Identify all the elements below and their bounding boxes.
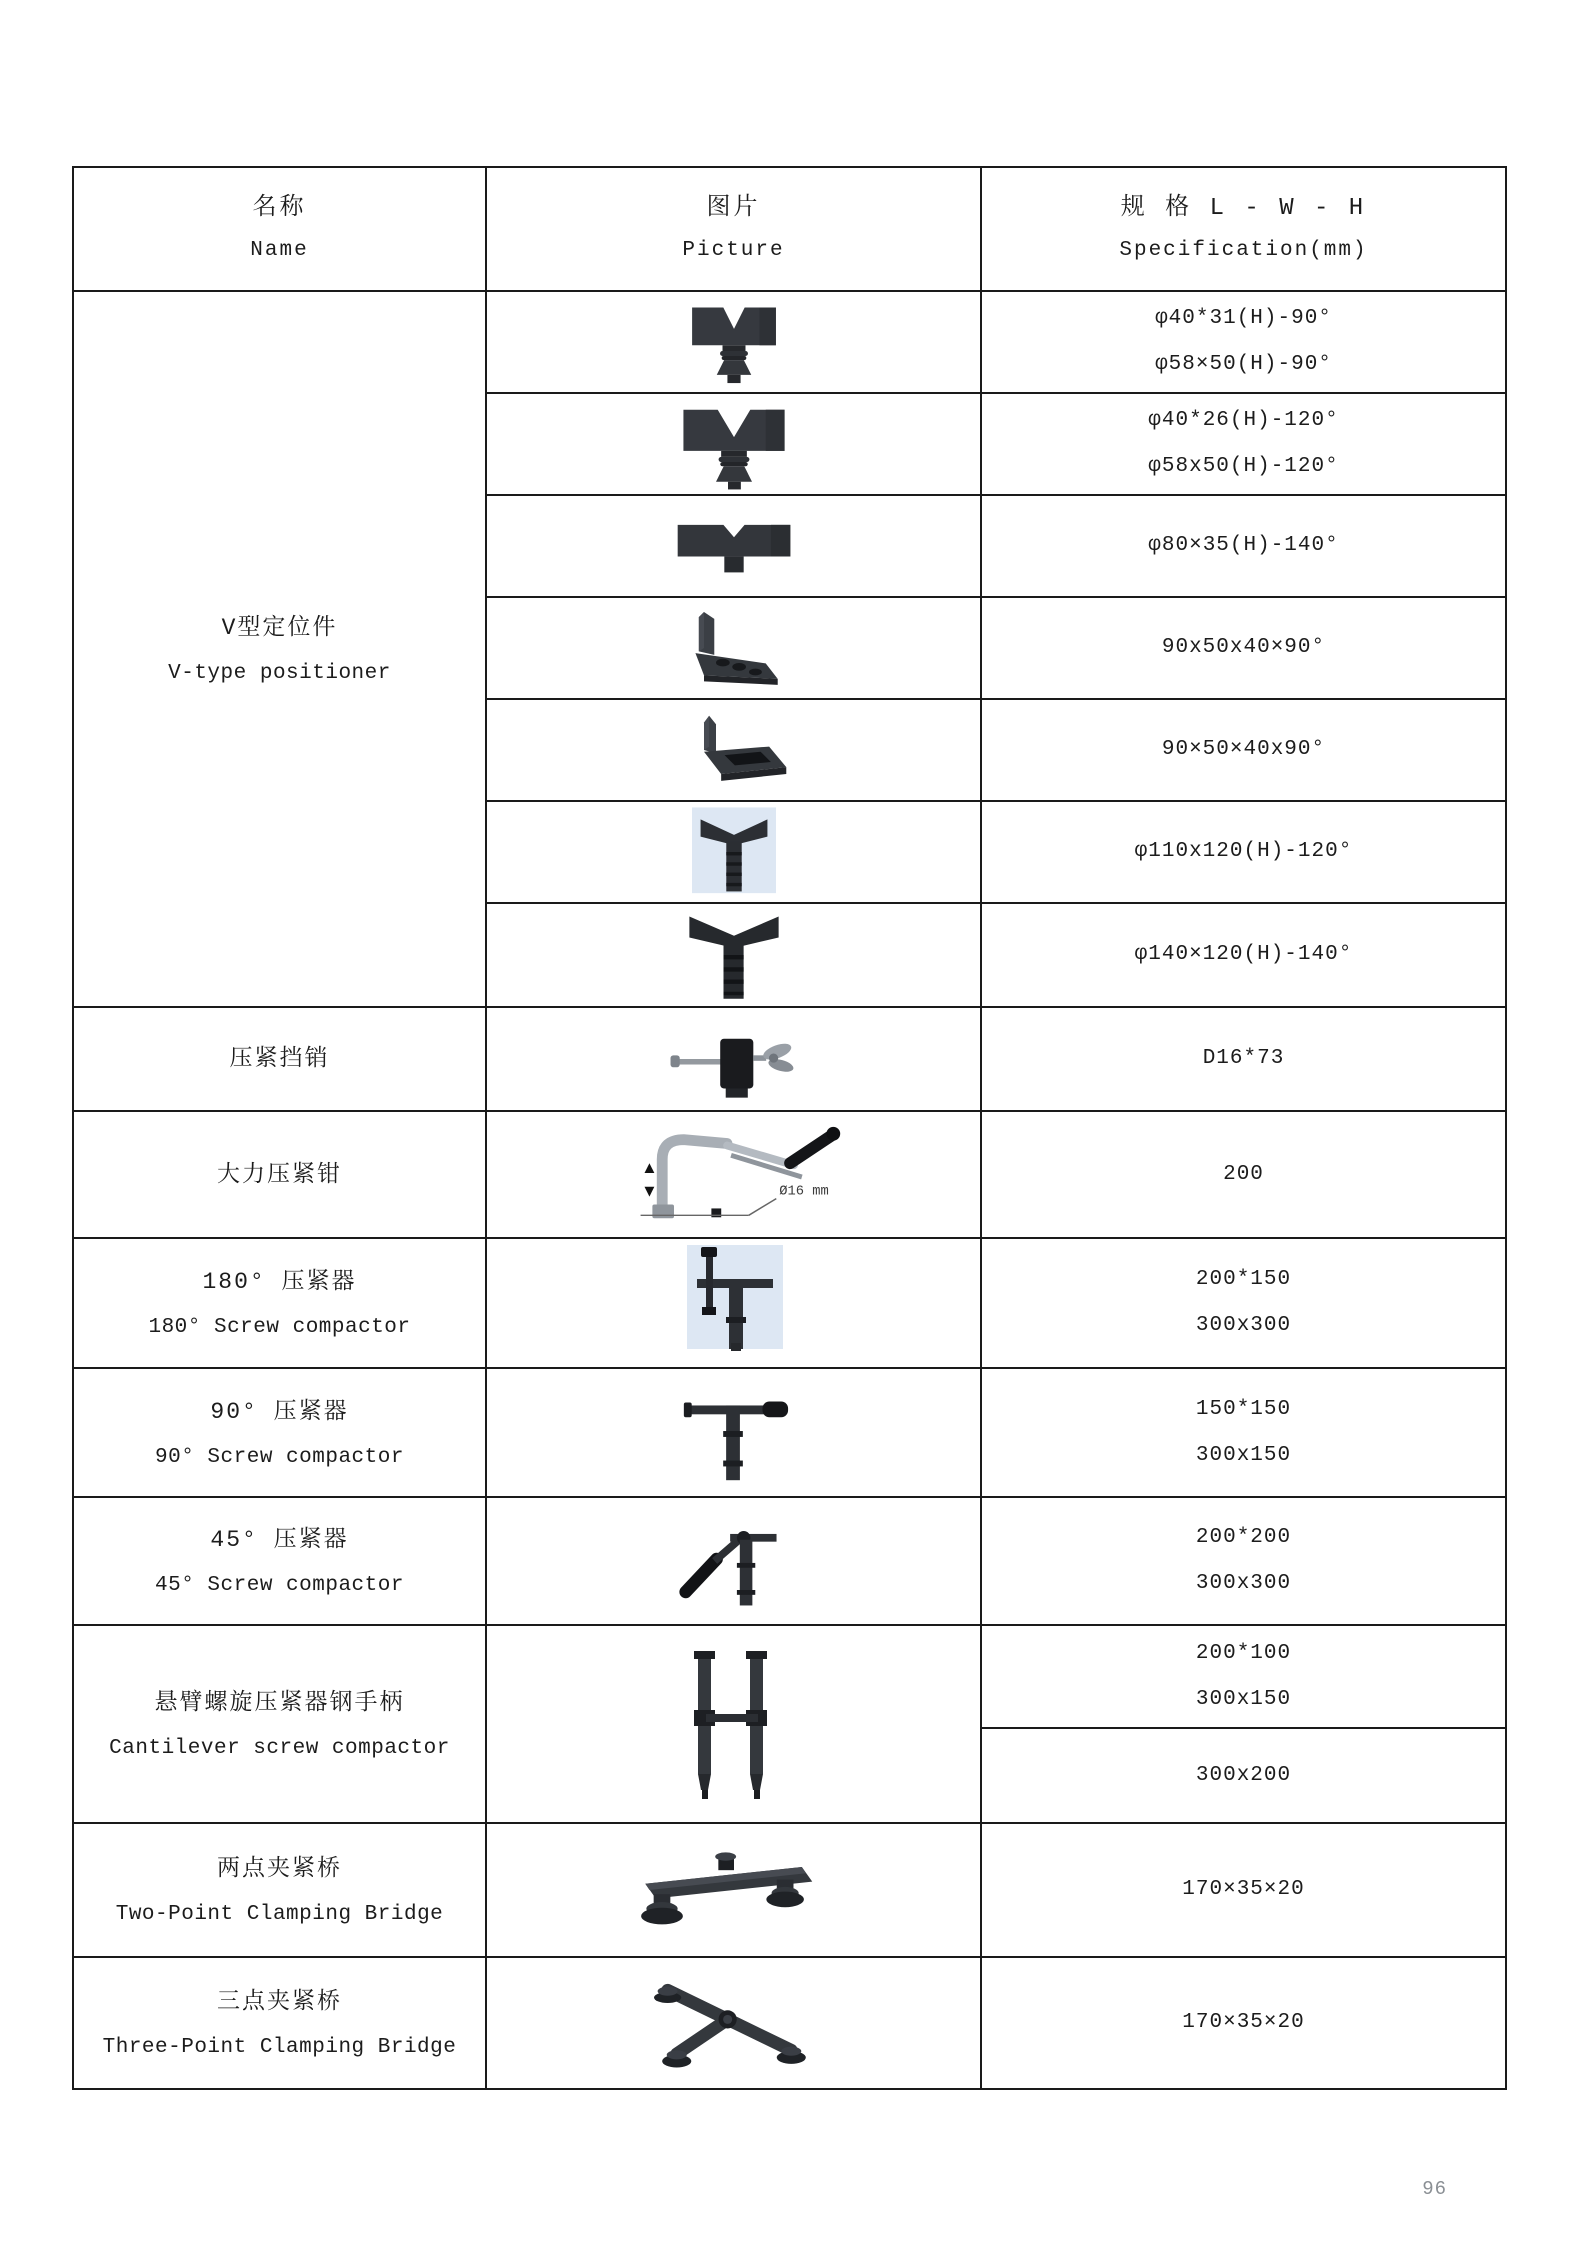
vtype-picture-cell <box>486 699 981 801</box>
vtype-picture-cell <box>486 291 981 393</box>
spec-value: 300x300 <box>1195 1314 1292 1337</box>
two-point-bridge-photo <box>614 1831 854 1949</box>
spec-value: 90×50×40x90° <box>1161 738 1326 761</box>
spec-value: 300x300 <box>1195 1572 1292 1595</box>
spec-value: D16*73 <box>1202 1047 1285 1070</box>
header-picture <box>486 167 981 291</box>
header-spec-en: Specification(mm) <box>1119 239 1368 262</box>
vtype-picture-cell <box>486 801 981 903</box>
bridge2-spec-cell <box>981 1823 1506 1957</box>
bridge2-name-en: Two-Point Clamping Bridge <box>115 1903 444 1926</box>
c45-name-en: 45° Screw compactor <box>155 1574 404 1597</box>
clamp-name-cell <box>73 1111 486 1238</box>
spec-value: 150*150 <box>1195 1397 1292 1421</box>
header-row <box>73 167 1506 291</box>
clamp-name-zh: 大力压紧钳 <box>217 1161 342 1188</box>
bridge3-picture-cell <box>486 1957 981 2089</box>
header-name-zh: 名称 <box>252 195 307 222</box>
c180-name-cell <box>73 1238 486 1368</box>
vtype-picture-cell <box>486 903 981 1007</box>
vtype-picture-cell <box>486 597 981 699</box>
spec-value: φ40*31(H)-90° <box>1155 307 1332 330</box>
t-positioner-photo <box>674 804 794 900</box>
c90-name-cell <box>73 1368 486 1497</box>
pin-name-zh: 压紧挡销 <box>229 1046 330 1072</box>
vtype-spec-cell <box>981 903 1506 1007</box>
cantilever-spec-cell-bottom <box>981 1728 1506 1823</box>
cantilever-name-zh: 悬臂螺旋压紧器钢手柄 <box>154 1690 405 1716</box>
header-picture-en: Picture <box>682 239 785 262</box>
v-block-120-photo <box>667 396 801 492</box>
locking-clamp-photo <box>594 1116 874 1234</box>
clamp-pin-photo <box>649 1013 819 1105</box>
three-point-bridge-photo <box>619 1963 849 2083</box>
bridge3-spec-cell <box>981 1957 1506 2089</box>
spec-value: φ110x120(H)-120° <box>1134 840 1353 863</box>
clamp-picture-cell <box>486 1111 981 1238</box>
angle-bracket-slot-photo <box>659 702 809 798</box>
vtype-name-cell <box>73 291 486 1007</box>
table-row <box>73 1497 1506 1625</box>
c180-spec-cell <box>981 1238 1506 1368</box>
pin-spec-cell <box>981 1007 1506 1111</box>
screw-compactor-90-photo <box>669 1374 799 1492</box>
spec-value: 200*200 <box>1195 1526 1292 1549</box>
spec-value: 90x50x40×90° <box>1161 636 1326 659</box>
table-row <box>73 1007 1506 1111</box>
table-row <box>73 1111 1506 1238</box>
c90-name-en: 90° Screw compactor <box>155 1445 404 1469</box>
angle-bracket-holes-photo <box>659 600 809 696</box>
cantilever-name-cell <box>73 1625 486 1823</box>
cantilever-picture-cell <box>486 1625 981 1823</box>
header-picture-zh: 图片 <box>706 195 761 222</box>
vtype-name-zh: V型定位件 <box>221 615 338 641</box>
cantilever-clamp-photo <box>654 1633 814 1815</box>
spec-value: 200 <box>1223 1162 1264 1186</box>
c180-name-en: 180° Screw compactor <box>148 1316 411 1339</box>
vtype-spec-cell <box>981 699 1506 801</box>
screw-compactor-45-photo <box>664 1503 804 1619</box>
c180-name-zh: 180° 压紧器 <box>202 1269 357 1295</box>
c180-picture-cell <box>486 1238 981 1368</box>
pin-name-cell <box>73 1007 486 1111</box>
spec-value: 300x150 <box>1195 1687 1292 1711</box>
product-spec-table <box>72 166 1507 2090</box>
bridge3-name-zh: 三点夹紧桥 <box>217 1989 342 2015</box>
vtype-spec-cell <box>981 495 1506 597</box>
bridge3-name-cell <box>73 1957 486 2089</box>
bridge3-name-en: Three-Point Clamping Bridge <box>102 2036 457 2059</box>
table-row <box>73 1957 1506 2089</box>
vtype-name-en: V-type positioner <box>168 662 391 685</box>
table-row <box>73 1625 1506 1728</box>
page-number: 96 <box>1422 2178 1447 2200</box>
clamp-diameter-label: Ø16 mm <box>778 1184 829 1200</box>
vtype-spec-cell <box>981 393 1506 495</box>
spec-value: φ140×120(H)-140° <box>1134 943 1353 966</box>
vtype-spec-cell <box>981 801 1506 903</box>
bridge2-name-zh: 两点夹紧桥 <box>217 1856 342 1882</box>
spec-value: 300x200 <box>1195 1763 1292 1787</box>
header-name-en: Name <box>250 239 309 262</box>
spec-value: 200*100 <box>1195 1641 1292 1665</box>
spec-value: 300x150 <box>1195 1443 1292 1467</box>
t-positioner-large-photo <box>669 906 799 1004</box>
bridge2-picture-cell <box>486 1823 981 1957</box>
c45-name-cell <box>73 1497 486 1625</box>
pin-picture-cell <box>486 1007 981 1111</box>
header-name <box>73 167 486 291</box>
vtype-picture-cell <box>486 495 981 597</box>
header-spec-zh: 规 格 L - W - H <box>1120 195 1367 222</box>
spec-value: 200*150 <box>1195 1268 1292 1291</box>
cantilever-spec-cell-top <box>981 1625 1506 1728</box>
c45-picture-cell <box>486 1497 981 1625</box>
spec-value: 170×35×20 <box>1182 2011 1305 2034</box>
table-row <box>73 291 1506 393</box>
cantilever-name-en: Cantilever screw compactor <box>109 1737 450 1760</box>
spec-value: φ80×35(H)-140° <box>1148 534 1339 557</box>
spec-value: φ58x50(H)-120° <box>1148 455 1339 478</box>
screw-compactor-180-photo <box>669 1243 799 1363</box>
table-row <box>73 1823 1506 1957</box>
spec-value: φ40*26(H)-120° <box>1148 409 1339 432</box>
vtype-picture-cell <box>486 393 981 495</box>
vtype-spec-cell <box>981 291 1506 393</box>
c90-spec-cell <box>981 1368 1506 1497</box>
vtype-spec-cell <box>981 597 1506 699</box>
v-block-140-photo <box>664 502 804 590</box>
v-block-90-photo <box>669 296 799 388</box>
spec-value: 170×35×20 <box>1182 1878 1305 1901</box>
c45-spec-cell <box>981 1497 1506 1625</box>
c90-name-zh: 90° 压紧器 <box>210 1398 349 1425</box>
table-row <box>73 1368 1506 1497</box>
c45-name-zh: 45° 压紧器 <box>210 1527 349 1553</box>
clamp-spec-cell <box>981 1111 1506 1238</box>
header-spec <box>981 167 1506 291</box>
c90-picture-cell <box>486 1368 981 1497</box>
spec-value: φ58×50(H)-90° <box>1155 353 1332 376</box>
table-row <box>73 1238 1506 1368</box>
bridge2-name-cell <box>73 1823 486 1957</box>
